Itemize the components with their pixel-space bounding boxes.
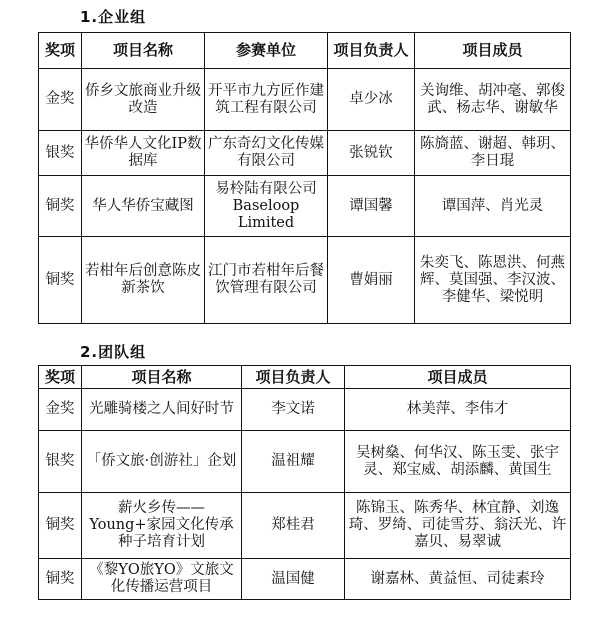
leader-cell: 曹娟丽 bbox=[328, 237, 415, 324]
header-project-name: 项目名称 bbox=[82, 366, 242, 389]
members-cell: 陈旖蓝、谢超、韩玥、李日琨 bbox=[415, 131, 571, 176]
award-cell: 铜奖 bbox=[39, 176, 82, 237]
table-row bbox=[39, 493, 571, 559]
table-row bbox=[39, 237, 571, 324]
table-row bbox=[39, 389, 571, 431]
unit-cell: 江门市若柑年后餐饮管理有限公司 bbox=[205, 237, 328, 324]
table-row bbox=[39, 431, 571, 493]
leader-cell: 谭国馨 bbox=[328, 176, 415, 237]
leader-cell: 卓少冰 bbox=[328, 69, 415, 131]
members-cell: 谭国萍、肖光灵 bbox=[415, 176, 571, 237]
project-name-cell: 华人华侨宝藏图 bbox=[82, 176, 205, 237]
table-row bbox=[39, 69, 571, 131]
table-row bbox=[39, 131, 571, 176]
header-leader: 项目负责人 bbox=[242, 366, 345, 389]
members-cell: 林美萍、李伟才 bbox=[345, 389, 571, 431]
unit-cell: 广东奇幻文化传媒有限公司 bbox=[205, 131, 328, 176]
section-1-title: 1.企业组 bbox=[80, 8, 147, 26]
table-row bbox=[39, 559, 571, 600]
project-name-cell: 侨乡文旅商业升级改造 bbox=[82, 69, 205, 131]
table-row bbox=[39, 176, 571, 237]
project-name-cell: 《黎YO旅YO》文旅文化传播运营项目 bbox=[82, 559, 242, 600]
members-cell: 关询维、胡冲毫、郭俊武、杨志华、谢敏华 bbox=[415, 69, 571, 131]
project-name-cell: 华侨华人文化IP数据库 bbox=[82, 131, 205, 176]
unit-cell: 易柃陆有限公司 Baseloop Limited bbox=[205, 176, 328, 237]
unit-cell: 开平市九方匠作建筑工程有限公司 bbox=[205, 69, 328, 131]
header-members: 项目成员 bbox=[345, 366, 571, 389]
header-members: 项目成员 bbox=[415, 33, 571, 69]
leader-cell: 李文诺 bbox=[242, 389, 345, 431]
leader-cell: 温国健 bbox=[242, 559, 345, 600]
leader-cell: 温祖耀 bbox=[242, 431, 345, 493]
members-cell: 朱奕飞、陈恩洪、何燕辉、莫国强、李汉波、李健华、梁悦明 bbox=[415, 237, 571, 324]
team-group-table bbox=[38, 365, 571, 600]
award-cell: 金奖 bbox=[39, 69, 82, 131]
table-header-row bbox=[39, 33, 571, 69]
award-cell: 铜奖 bbox=[39, 237, 82, 324]
leader-cell: 张锐钦 bbox=[328, 131, 415, 176]
leader-cell: 郑桂君 bbox=[242, 493, 345, 559]
project-name-cell: 薪火乡传——Young+家园文化传承种子培育计划 bbox=[82, 493, 242, 559]
header-award: 奖项 bbox=[39, 33, 82, 69]
header-unit: 参赛单位 bbox=[205, 33, 328, 69]
section-2-title: 2.团队组 bbox=[80, 343, 147, 361]
award-cell: 铜奖 bbox=[39, 493, 82, 559]
award-cell: 铜奖 bbox=[39, 559, 82, 600]
members-cell: 谢嘉林、黄益恒、司徒素玲 bbox=[345, 559, 571, 600]
header-leader: 项目负责人 bbox=[328, 33, 415, 69]
project-name-cell: 若柑年后创意陈皮新茶饮 bbox=[82, 237, 205, 324]
table-header-row bbox=[39, 366, 571, 389]
award-cell: 银奖 bbox=[39, 131, 82, 176]
members-cell: 陈锦玉、陈秀华、林宜静、刘逸琦、罗绮、司徒雪芬、翁沃光、许嘉贝、易翠诚 bbox=[345, 493, 571, 559]
header-award: 奖项 bbox=[39, 366, 82, 389]
members-cell: 吴树燊、何华汉、陈玉雯、张宇灵、郑宝威、胡添麟、黄国生 bbox=[345, 431, 571, 493]
project-name-cell: 光雕骑楼之人间好时节 bbox=[82, 389, 242, 431]
award-cell: 金奖 bbox=[39, 389, 82, 431]
enterprise-group-table bbox=[38, 32, 571, 324]
header-project-name: 项目名称 bbox=[82, 33, 205, 69]
award-cell: 银奖 bbox=[39, 431, 82, 493]
project-name-cell: 「侨文旅·创游社」企划 bbox=[82, 431, 242, 493]
